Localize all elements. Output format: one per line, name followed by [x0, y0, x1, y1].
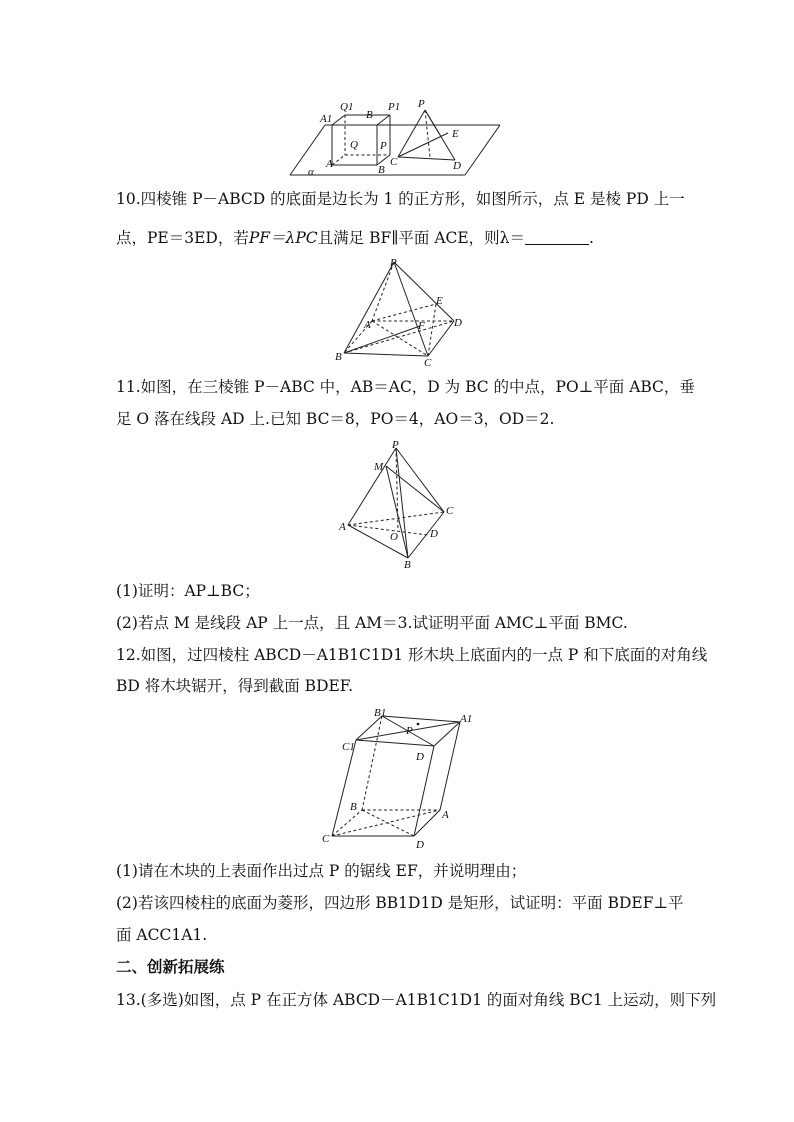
q11-sub2: (2)若点 M 是线段 AP 上一点，且 AM＝3.试证明平面 AMC⊥平面 BMC.: [116, 614, 628, 632]
label-Q1: Q1: [340, 101, 354, 113]
q10-line1: 10.四棱锥 P－ABCD 的底面是边长为 1 的正方形，如图所示，点 E 是棱 PD 上一: [116, 190, 685, 208]
figure-prism-ABCD-A1B1C1D1: [318, 706, 480, 851]
label-A: A: [339, 521, 346, 533]
label-O: O: [390, 531, 398, 543]
label-P: P: [406, 725, 413, 737]
section-heading: 二、创新拓展练: [116, 957, 225, 976]
label-F: F: [418, 320, 425, 332]
label-D: D: [454, 317, 462, 329]
q12-sub2-line2: 面 ACC1A1.: [116, 926, 208, 944]
label-C: C: [446, 505, 454, 517]
label-P: P: [392, 439, 399, 451]
label-B: B: [350, 801, 357, 813]
label-E: E: [436, 295, 443, 307]
label-A: A: [442, 809, 449, 821]
q11-sub1: (1)证明：AP⊥BC；: [116, 582, 260, 600]
label-Q: Q: [350, 139, 358, 151]
q10-line2-cont: 且满足 BF∥平面 ACE，则λ＝: [317, 229, 526, 247]
label-P: P: [380, 140, 387, 152]
q13-line1: 13.(多选)如图，点 P 在正方体 ABCD－A1B1C1D1 的面对角线 BC1 上运动，则下列: [116, 991, 717, 1009]
q10-line2-end: .: [589, 229, 594, 247]
figure-plane-cube-tetrahedron: [290, 95, 505, 180]
q10-line2-start: 点，PE＝3ED，若: [116, 229, 249, 247]
label-B: B: [335, 351, 342, 363]
q12-sub1: (1)请在木块的上表面作出过点 P 的锯线 EF，并说明理由；: [116, 862, 527, 880]
q10-line2: [116, 227, 594, 249]
q12-sub2-line1: (2)若该四棱柱的底面为菱形，四边形 BB1D1D 是矩形，试证明：平面 BDEF⊥平: [116, 894, 684, 912]
label-B1: B1: [374, 707, 387, 719]
q12-line2: BD 将木块锯开，得到截面 BDEF.: [116, 677, 354, 695]
label-A1: A1: [460, 713, 473, 725]
label-D-top: D: [416, 751, 424, 763]
label-C: C: [322, 833, 330, 845]
label-A1: A1: [320, 113, 333, 125]
label-C: C: [390, 156, 398, 168]
q12-line1: 12.如图，过四棱柱 ABCD－A1B1C1D1 形木块上底面内的一点 P 和下底面的对角线: [116, 646, 708, 664]
label-B: B: [366, 109, 373, 121]
q11-line1: 11.如图，在三棱锥 P－ABC 中，AB＝AC，D 为 BC 的中点，PO⊥平面 ABC，垂: [116, 378, 695, 396]
label-C: C: [424, 357, 432, 369]
label-P1: P1: [388, 101, 401, 113]
label-E: E: [452, 128, 459, 140]
label-alpha: α: [308, 166, 314, 178]
label-B-lower: B: [378, 164, 385, 176]
label-A: A: [364, 319, 371, 331]
q10-answer-blank[interactable]: [525, 228, 589, 245]
label-A: A: [326, 158, 333, 170]
label-D: D: [430, 528, 438, 540]
q10-vector-equation: PF＝λPC: [248, 229, 318, 247]
q11-line2: 足 O 落在线段 AD 上.已知 BC＝8，PO＝4，AO＝3，OD＝2.: [116, 410, 555, 428]
label-P: P: [390, 257, 397, 269]
label-M: M: [374, 461, 384, 473]
label-P-tetra: P: [418, 98, 425, 110]
label-D: D: [416, 839, 424, 851]
figure-pyramid-PABC: [336, 440, 462, 570]
label-B: B: [404, 559, 411, 571]
figure-pyramid-PABCD: [332, 256, 468, 369]
label-C1: C1: [342, 741, 355, 753]
label-D: D: [453, 160, 461, 172]
point-P-dot: [417, 723, 420, 726]
